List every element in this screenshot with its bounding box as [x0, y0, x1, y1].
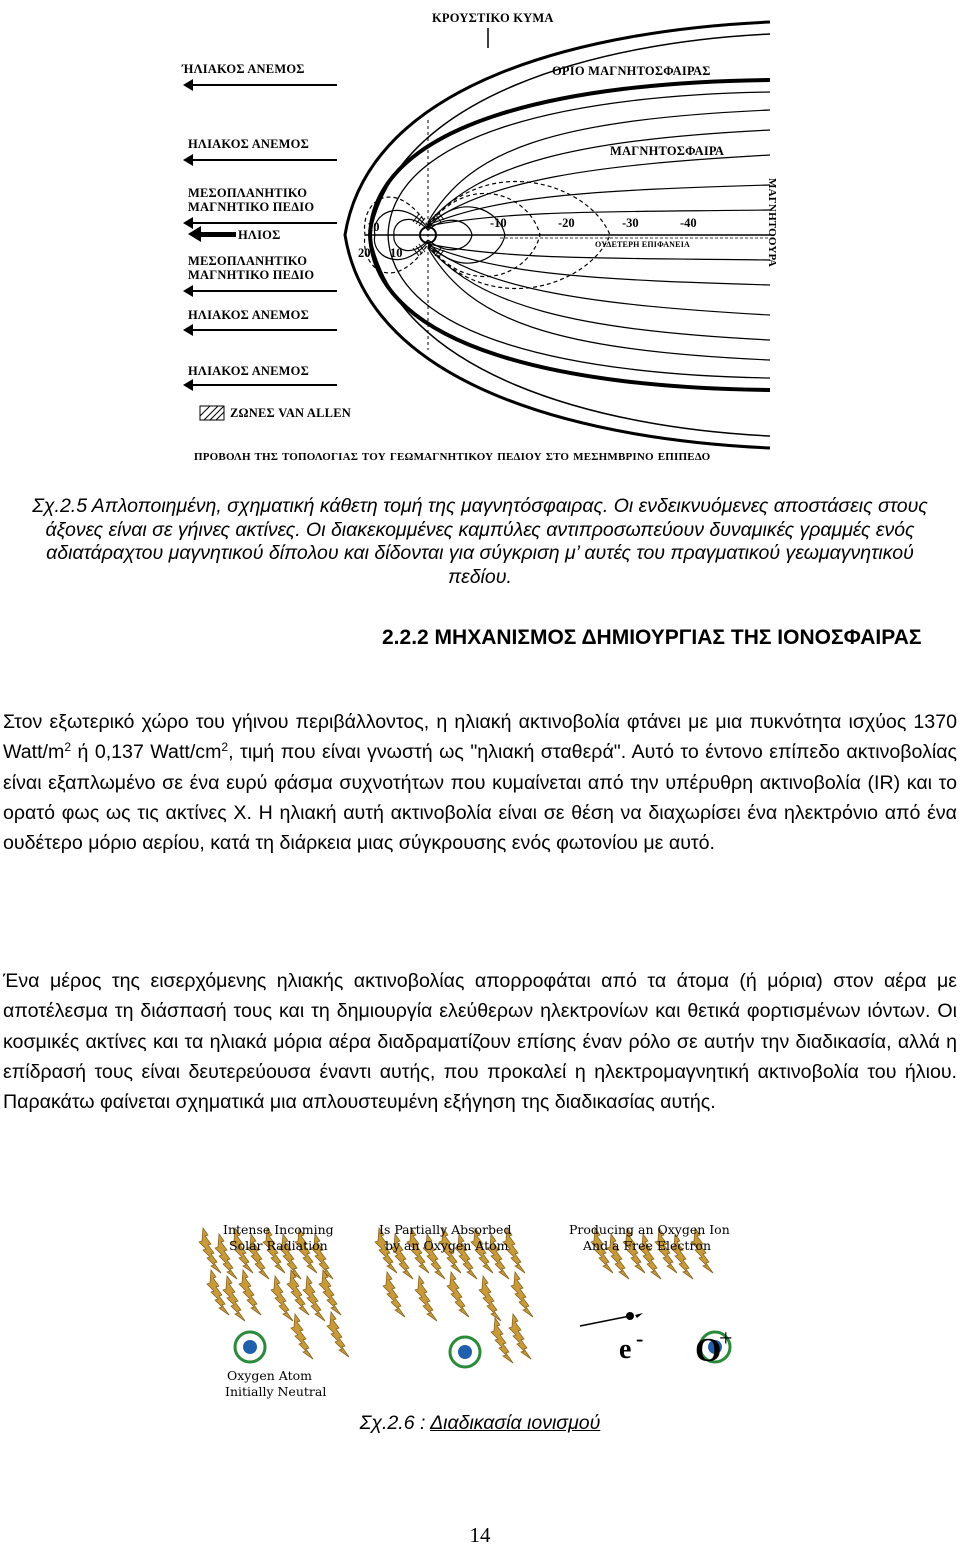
label-imf-bottom-line2: ΜΑΓΝΗΤΙΚΟ ΠΕΔΙΟ — [188, 268, 315, 282]
label-solar-wind-4: ΗΛΙΑΚΟΣ ΑΝΕΜΟΣ — [188, 364, 309, 378]
arrow-left-icon — [192, 222, 337, 224]
section-heading: 2.2.2 ΜΗΧΑΝΙΣΜΟΣ ΔΗΜΙΟΥΡΓΙΑΣ ΤΗΣ ΙΟΝΟΣΦΑΙΡΑΣ — [382, 626, 922, 649]
superscript: 2 — [221, 740, 229, 755]
paragraph-absorption: Ένα μέρος της εισερχόμενης ηλιακής ακτινοβολίας απορροφάται από τα άτομα (ή μόρια) στον αέρα με αποτέλεσμα τη διάσπασή τους και τη δημιουργία ελεύθερων ηλεκτρονίων και θετικά φορτισμένων ιόντων. Οι κοσμικές ακτίνες και τα ηλιακά μόρια αέρα διαδραματίζουν επίσης έναν ρόλο σε αυτήν την διαδικασία, αλλά η επίδρασή τους είναι δευτερεύουσα έναντι αυτής, που προκαλεί η ηλεκτρομαγνητική ακτινοβολία του ήλιου. Παρακάτω φαίνεται σχηματικά μια απλουστευμένη εξήγηση της διαδικασίας αυτής. — [3, 970, 957, 1114]
caption-prefix: Σχ.2.6 : — [359, 1412, 431, 1434]
label-magnetotail: ΜΑΓΝΗΤΟΟΥΡΑ — [766, 178, 778, 267]
oxygen-atom-icon — [235, 1332, 265, 1362]
paragraph-solar-constant — [3, 707, 957, 858]
electron-sign: - — [636, 1326, 644, 1351]
figure2-caption — [0, 1412, 960, 1435]
label-imf-bottom-line1: ΜΕΣΟΠΛΑΝΗΤΙΚΟ — [188, 254, 308, 268]
paragraph-text: ή 0,137 Watt/cm — [71, 741, 222, 764]
caption-title: Διαδικασία ιονισμού — [430, 1412, 601, 1434]
page-number: 14 — [469, 1523, 491, 1547]
label-sun: ΗΛΙΟΣ — [238, 228, 281, 242]
ion-sign: + — [719, 1326, 733, 1352]
label-imf-top-line1: ΜΕΣΟΠΛΑΝΗΤΙΚΟ — [188, 186, 308, 200]
label-solar-wind-3: ΗΛΙΑΚΟΣ ΑΝΕΜΟΣ — [188, 308, 309, 322]
legend-van-allen: ΖΩΝΕΣ VAN ALLEN — [230, 406, 351, 420]
atom-label-line2: Initially Neutral — [225, 1384, 327, 1399]
label-magnetosphere: ΜΑΓΝΗΤΟΣΦΑΙΡΑ — [610, 144, 725, 158]
distance-tick: 10 — [390, 246, 403, 260]
figure1-caption: Σχ.2.5 Απλοποιημένη, σχηματική κάθετη τομή της μαγνητόσφαιρας. Οι ενδεικνυόμενες αποστάσεις στους άξονες είναι σε γήινες ακτίνες. Οι διακεκομμένες καμπύλες αντιπροσωπεύουν δυναμικές γραμμές ενός αδιατάραχτου μαγνητικού δίπολου και δίδονται για σύγκριση μ’ αυτές του πραγματικού γεωμαγνητικού πεδίου. — [32, 495, 928, 588]
distance-tick: 10 — [367, 220, 380, 234]
panel3-label-line2: And a Free Electron — [583, 1238, 711, 1253]
label-solar-wind-2: ΗΛΙΑΚΟΣ ΑΝΕΜΟΣ — [188, 137, 309, 151]
distance-tick: -20 — [558, 216, 575, 230]
distance-tick: 20 — [358, 246, 371, 260]
magnetosphere-figure — [170, 0, 790, 470]
paragraph-text: , τιμή που είναι γνωστή ως "ηλιακή σταθερά". Αυτό το έντονο επίπεδο ακτινοβολίας είναι εξαπλωμένο σε ένα ευρύ φάσμα συχνοτήτων που κυμαίνεται από την υπέρυθρη ακτινοβολία (IR) και το ορατό φως ως τις ακτίνες Χ. Η ηλιακή αυτή ακτινοβολία είναι σε θέση να διαχωρίσει ένα ηλεκτρόνιο από ένα ουδέτερο μόριο αερίου, κατά τη διάρκεια μιας σύγκρουσης ενός φωτονίου με αυτό. — [3, 741, 958, 855]
label-bow-shock: ΚΡΟΥΣΤΙΚΟ ΚΥΜΑ — [432, 11, 554, 25]
arrow-left-icon — [192, 84, 337, 86]
panel1-label-line2: Solar Radiation — [229, 1238, 328, 1253]
distance-tick: -10 — [490, 216, 507, 230]
ionisation-figure — [195, 1222, 755, 1402]
distance-tick: -30 — [622, 216, 639, 230]
label-projection: ΠΡΟΒΟΛΗ ΤΗΣ ΤΟΠΟΛΟΓΙΑΣ ΤΟΥ ΓΕΩΜΑΓΝΗΤΙΚΟΥ ΠΕΔΙΟΥ ΣΤΟ ΜΕΣΗΜΒΡΙΝΟ ΕΠΙΠΕΔΟ — [194, 451, 711, 463]
ion-symbol: O — [695, 1332, 722, 1369]
label-magnetopause: ΟΡΙΟ ΜΑΓΝΗΤΟΣΦΑΙΡΑΣ — [552, 64, 711, 78]
label-imf-top-line2: ΜΑΓΝΗΤΙΚΟ ΠΕΔΙΟ — [188, 200, 315, 214]
panel3-label-line1: Producing an Oxygen Ion — [569, 1222, 730, 1237]
arrow-left-icon — [192, 159, 337, 161]
panel1-label-line1: Intense Incoming — [223, 1222, 334, 1237]
paragraph-text: Στον εξωτερικό χώρο του γήινου περιβάλλοντος, η ηλιακή ακτινοβολία φτάνει με μια πυκνότητα ισχύος 1370 Watt/m — [3, 711, 957, 764]
arrow-left-icon — [192, 290, 337, 292]
oxygen-atom-icon — [450, 1337, 480, 1367]
label-neutral-sheet: ΟΥΔΕΤΕΡΗ ΕΠΙΦΑΝΕΙΑ — [595, 240, 690, 249]
electron-symbol: e — [619, 1334, 632, 1365]
atom-label-line1: Oxygen Atom — [227, 1368, 312, 1383]
arrow-left-icon — [192, 329, 337, 331]
arrow-left-icon — [192, 384, 337, 386]
distance-tick: -40 — [680, 216, 697, 230]
panel2-label-line2: by an Oxygen Atom — [385, 1238, 509, 1253]
sun-arrow-icon — [200, 232, 236, 237]
label-solar-wind-1: ΉΛΙΑΚΟΣ ΑΝΕΜΟΣ — [182, 62, 305, 76]
panel2-label-line1: Is Partially Absorbed — [379, 1222, 512, 1237]
superscript: 2 — [64, 740, 72, 755]
